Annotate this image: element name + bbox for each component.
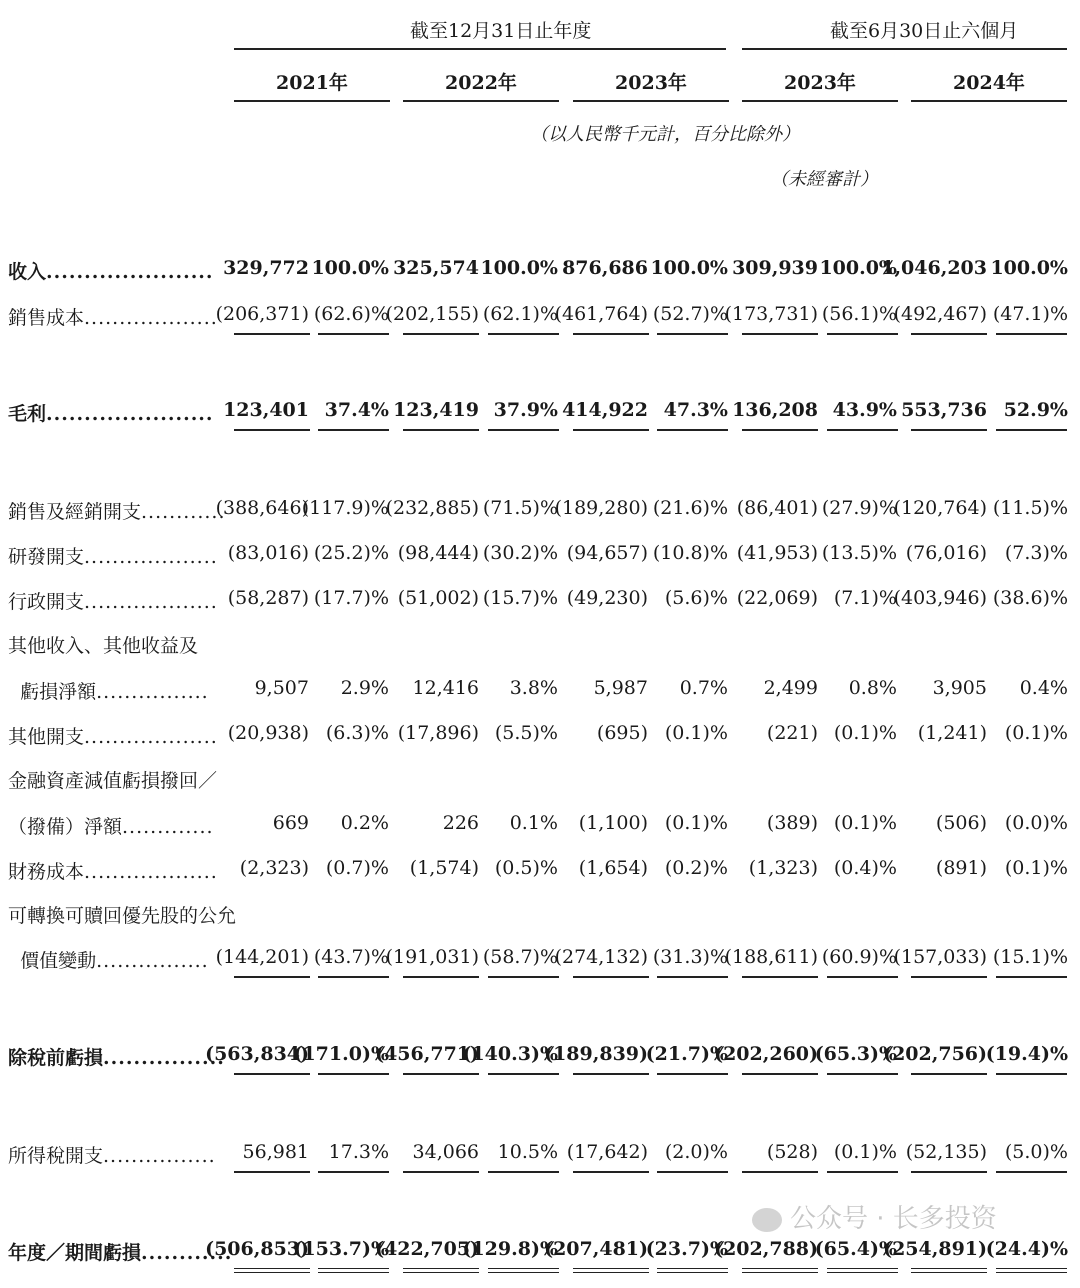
unaudited-note: （未經審計） [770, 169, 878, 190]
underline [403, 333, 479, 335]
amount-cell: (83,016) [227, 542, 309, 564]
double-underline [488, 1268, 559, 1273]
percent-cell: 0.2% [340, 812, 389, 834]
percent-cell: (23.7)% [645, 1238, 728, 1260]
amount-cell: 9,507 [254, 677, 309, 699]
percent-cell: 0.8% [848, 677, 897, 699]
amount-cell: (94,657) [566, 542, 648, 564]
underline [488, 1171, 559, 1173]
percent-cell: (7.1)% [833, 587, 897, 609]
row-label [8, 901, 236, 928]
percent-cell: 0.7% [679, 677, 728, 699]
amount-cell: 12,416 [412, 677, 479, 699]
row-label-text: 金融資產減值虧損撥回／ [8, 770, 218, 792]
underline [996, 976, 1067, 978]
year-header-rule [742, 100, 898, 102]
percent-cell: (0.1)% [664, 812, 728, 834]
year-header: 2023年 [615, 72, 687, 94]
underline [742, 333, 818, 335]
amount-cell: (52,135) [905, 1141, 987, 1163]
double-underline [403, 1268, 479, 1273]
amount-cell: (2,323) [239, 857, 309, 879]
amount-cell: (1,574) [409, 857, 479, 879]
row-label [8, 766, 217, 793]
amount-cell: (191,031) [385, 946, 479, 968]
amount-cell: (202,788) [714, 1238, 818, 1260]
underline [403, 1073, 479, 1075]
underline [742, 1171, 818, 1173]
percent-cell: (117.9)% [301, 497, 389, 519]
underline [573, 976, 649, 978]
percent-cell: 100.0% [311, 257, 389, 279]
row-label [8, 1238, 232, 1265]
amount-cell: 5,987 [593, 677, 648, 699]
row-label [8, 677, 209, 704]
percent-cell: 100.0% [990, 257, 1068, 279]
percent-cell: (10.8)% [652, 542, 728, 564]
underline [827, 429, 898, 431]
leader-dots: ...................... [46, 403, 214, 425]
year-header-rule [403, 100, 559, 102]
percent-cell: (6.3)% [325, 722, 389, 744]
percent-cell: (5.6)% [664, 587, 728, 609]
amount-cell: 2,499 [763, 677, 818, 699]
leader-dots: ................... [84, 591, 218, 613]
underline [403, 1171, 479, 1173]
underline [318, 1073, 389, 1075]
amount-cell: 123,419 [393, 399, 479, 421]
row-label-text: 價值變動 [8, 950, 97, 972]
double-underline [911, 1268, 987, 1273]
row-label-text: 行政開支 [8, 591, 85, 613]
percent-cell: (43.7)% [313, 946, 389, 968]
year-header: 2022年 [445, 72, 517, 94]
underline [234, 1073, 310, 1075]
row-label-text: 研發開支 [8, 546, 85, 568]
amount-cell: (202,260) [714, 1043, 818, 1065]
percent-cell: 100.0% [480, 257, 558, 279]
percent-cell: (0.1)% [1004, 857, 1068, 879]
row-label-text: 銷售成本 [8, 307, 85, 329]
amount-cell: (157,033) [893, 946, 987, 968]
double-underline [234, 1268, 310, 1273]
row-label [8, 257, 214, 284]
row-label-text: 所得稅開支 [8, 1145, 104, 1167]
amount-cell: (188,611) [724, 946, 818, 968]
row-label-text: 銷售及經銷開支 [8, 501, 142, 523]
percent-cell: (0.1)% [833, 812, 897, 834]
percent-cell: 0.1% [509, 812, 558, 834]
amount-cell: 1,046,203 [881, 257, 987, 279]
amount-cell: (202,155) [385, 303, 479, 325]
amount-cell: (1,654) [578, 857, 648, 879]
percent-cell: (171.0)% [293, 1043, 389, 1065]
row-label-text: 其他收入、其他收益及 [8, 635, 199, 657]
underline [827, 333, 898, 335]
underline [742, 976, 818, 978]
underline [318, 976, 389, 978]
double-underline [827, 1268, 898, 1273]
amount-cell: (120,764) [893, 497, 987, 519]
percent-cell: 43.9% [832, 399, 897, 421]
percent-cell: (0.1)% [664, 722, 728, 744]
percent-cell: (30.2)% [482, 542, 558, 564]
year-header: 2023年 [784, 72, 856, 94]
underline [996, 1171, 1067, 1173]
amount-cell: (461,764) [554, 303, 648, 325]
underline [573, 333, 649, 335]
double-underline [742, 1268, 818, 1273]
percent-cell: (2.0)% [664, 1141, 728, 1163]
row-label [8, 1141, 216, 1168]
percent-cell: 17.3% [328, 1141, 389, 1163]
leader-dots: ............ [141, 1242, 233, 1264]
double-underline [573, 1268, 649, 1273]
row-label-text: 除稅前虧損 [8, 1047, 104, 1069]
amount-cell: 56,981 [242, 1141, 309, 1163]
underline [318, 333, 389, 335]
year-header-rule [911, 100, 1067, 102]
wechat-icon [752, 1208, 782, 1232]
percent-cell: (71.5)% [482, 497, 558, 519]
percent-cell: (0.5)% [494, 857, 558, 879]
watermark [752, 1198, 997, 1235]
underline [573, 1073, 649, 1075]
amount-cell: (98,444) [397, 542, 479, 564]
percent-cell: 2.9% [340, 677, 389, 699]
percent-cell: (58.7)% [482, 946, 558, 968]
percent-cell: 47.3% [663, 399, 728, 421]
underline [234, 976, 310, 978]
amount-cell: (189,280) [554, 497, 648, 519]
amount-cell: (20,938) [227, 722, 309, 744]
leader-dots: ................ [103, 1047, 225, 1069]
underline [488, 429, 559, 431]
leader-dots: ...................... [46, 261, 214, 283]
underline [488, 333, 559, 335]
percent-cell: (38.6)% [992, 587, 1068, 609]
amount-cell: (274,132) [554, 946, 648, 968]
amount-cell: (202,756) [883, 1043, 987, 1065]
amount-cell: (144,201) [215, 946, 309, 968]
row-label-text: 毛利 [8, 403, 47, 425]
year-header-rule [573, 100, 729, 102]
amount-cell: (403,946) [893, 587, 987, 609]
underline [403, 429, 479, 431]
underline [911, 1171, 987, 1173]
underline [742, 429, 818, 431]
amount-cell: (41,953) [736, 542, 818, 564]
amount-cell: (1,323) [748, 857, 818, 879]
underline [234, 1171, 310, 1173]
amount-cell: (221) [766, 722, 818, 744]
percent-cell: 37.9% [493, 399, 558, 421]
percent-cell: 37.4% [324, 399, 389, 421]
leader-dots: ................ [96, 681, 209, 703]
underline [657, 976, 728, 978]
percent-cell: 52.9% [1003, 399, 1068, 421]
row-label [8, 542, 218, 569]
row-label-text: 收入 [8, 261, 47, 283]
percent-cell: (0.1)% [833, 1141, 897, 1163]
leader-dots: ............. [122, 816, 214, 838]
percent-cell: (5.0)% [1004, 1141, 1068, 1163]
year-header-rule [234, 100, 390, 102]
percent-cell: (62.1)% [482, 303, 558, 325]
amount-cell: (891) [935, 857, 987, 879]
row-label-text: 虧損淨額 [8, 681, 97, 703]
percent-cell: (0.1)% [833, 722, 897, 744]
double-underline [996, 1268, 1067, 1273]
underline [657, 333, 728, 335]
underline [318, 429, 389, 431]
underline [911, 333, 987, 335]
underline [827, 976, 898, 978]
amount-cell: (506,853) [205, 1238, 309, 1260]
amount-cell: 325,574 [393, 257, 479, 279]
underline [488, 1073, 559, 1075]
row-label-text: （撥備）淨額 [8, 816, 123, 838]
double-underline [657, 1268, 728, 1273]
row-label-text: 財務成本 [8, 861, 85, 883]
percent-cell: (7.3)% [1004, 542, 1068, 564]
underline [742, 1073, 818, 1075]
amount-cell: (389) [766, 812, 818, 834]
amount-cell: (76,016) [905, 542, 987, 564]
amount-cell: 226 [442, 812, 479, 834]
amount-cell: (206,371) [215, 303, 309, 325]
row-label [8, 631, 198, 658]
amount-cell: (207,481) [544, 1238, 648, 1260]
underline [234, 429, 310, 431]
amount-cell: (563,834) [205, 1043, 309, 1065]
underline [318, 1171, 389, 1173]
amount-cell: (1,100) [578, 812, 648, 834]
six-month-header-rule [742, 48, 1067, 50]
percent-cell: (62.6)% [313, 303, 389, 325]
percent-cell: (11.5)% [992, 497, 1068, 519]
amount-cell: (189,839) [544, 1043, 648, 1065]
percent-cell: (0.7)% [325, 857, 389, 879]
percent-cell: (13.5)% [821, 542, 897, 564]
leader-dots: ............ [141, 501, 226, 523]
amount-cell: 329,772 [223, 257, 309, 279]
leader-dots: ................... [84, 546, 218, 568]
leader-dots: ................ [96, 950, 209, 972]
percent-cell: 3.8% [509, 677, 558, 699]
amount-cell: (22,069) [736, 587, 818, 609]
amount-cell: 553,736 [901, 399, 987, 421]
double-underline [318, 1268, 389, 1273]
underline [996, 333, 1067, 335]
amount-cell: (388,646) [215, 497, 309, 519]
amount-cell: 136,208 [732, 399, 818, 421]
percent-cell: (56.1)% [821, 303, 897, 325]
percent-cell: (65.4)% [814, 1238, 897, 1260]
percent-cell: 0.4% [1019, 677, 1068, 699]
amount-cell: (173,731) [724, 303, 818, 325]
row-label [8, 399, 214, 426]
percent-cell: (15.1)% [992, 946, 1068, 968]
underline [827, 1171, 898, 1173]
year-header: 2021年 [276, 72, 348, 94]
percent-cell: (140.3)% [462, 1043, 558, 1065]
percent-cell: (21.7)% [645, 1043, 728, 1065]
six-month-header: 截至6月30日止六個月 [830, 20, 1019, 42]
watermark-text: 公众号 · 长多投资 [790, 1204, 997, 1234]
percent-cell: (60.9)% [821, 946, 897, 968]
percent-cell: (47.1)% [992, 303, 1068, 325]
percent-cell: (65.3)% [814, 1043, 897, 1065]
percent-cell: 10.5% [497, 1141, 558, 1163]
leader-dots: ................... [84, 307, 218, 329]
amount-cell: (58,287) [227, 587, 309, 609]
percent-cell: (0.1)% [1004, 722, 1068, 744]
row-label [8, 497, 226, 524]
year-end-header: 截至12月31日止年度 [410, 20, 592, 42]
year-header: 2024年 [953, 72, 1025, 94]
row-label [8, 857, 218, 884]
amount-cell: (456,771) [375, 1043, 479, 1065]
amount-cell: 309,939 [732, 257, 818, 279]
amount-cell: (492,467) [893, 303, 987, 325]
percent-cell: (27.9)% [821, 497, 897, 519]
percent-cell: (153.7)% [293, 1238, 389, 1260]
underline [657, 1171, 728, 1173]
percent-cell: (17.7)% [313, 587, 389, 609]
underline [403, 976, 479, 978]
percent-cell: (15.7)% [482, 587, 558, 609]
row-label-text: 可轉換可贖回優先股的公允 [8, 905, 237, 927]
percent-cell: (0.0)% [1004, 812, 1068, 834]
amount-cell: (51,002) [397, 587, 479, 609]
amount-cell: (232,885) [385, 497, 479, 519]
amount-cell: 123,401 [223, 399, 309, 421]
percent-cell: (19.4)% [985, 1043, 1068, 1065]
amount-cell: (506) [935, 812, 987, 834]
percent-cell: 100.0% [650, 257, 728, 279]
percent-cell: (5.5)% [494, 722, 558, 744]
row-label [8, 946, 209, 973]
underline [573, 429, 649, 431]
percent-cell: (21.6)% [652, 497, 728, 519]
underline [234, 333, 310, 335]
row-label [8, 812, 214, 839]
leader-dots: ................... [84, 861, 218, 883]
amount-cell: 669 [272, 812, 309, 834]
amount-cell: 876,686 [562, 257, 648, 279]
row-label-text: 其他開支 [8, 726, 85, 748]
amount-cell: (86,401) [736, 497, 818, 519]
row-label [8, 587, 218, 614]
underline [657, 429, 728, 431]
percent-cell: (24.4)% [985, 1238, 1068, 1260]
amount-cell: 414,922 [562, 399, 648, 421]
percent-cell: (31.3)% [652, 946, 728, 968]
leader-dots: ................... [84, 726, 218, 748]
amount-cell: (1,241) [917, 722, 987, 744]
amount-cell: 34,066 [412, 1141, 479, 1163]
amount-cell: 3,905 [932, 677, 987, 699]
row-label [8, 303, 218, 330]
underline [911, 976, 987, 978]
amount-cell: (17,896) [397, 722, 479, 744]
percent-cell: (0.2)% [664, 857, 728, 879]
underline [996, 1073, 1067, 1075]
year-end-header-rule [234, 48, 726, 50]
percent-cell: (129.8)% [462, 1238, 558, 1260]
amount-cell: (528) [766, 1141, 818, 1163]
row-label-text: 年度／期間虧損 [8, 1242, 142, 1264]
underline [573, 1171, 649, 1173]
underline [488, 976, 559, 978]
percent-cell: (52.7)% [652, 303, 728, 325]
underline [911, 429, 987, 431]
percent-cell: 100.0% [819, 257, 897, 279]
leader-dots: ................ [103, 1145, 216, 1167]
units-note: （以人民幣千元計，百分比除外） [530, 124, 800, 145]
amount-cell: (254,891) [883, 1238, 987, 1260]
amount-cell: (49,230) [566, 587, 648, 609]
amount-cell: (422,705) [375, 1238, 479, 1260]
row-label [8, 722, 218, 749]
underline [827, 1073, 898, 1075]
underline [996, 429, 1067, 431]
percent-cell: (0.4)% [833, 857, 897, 879]
amount-cell: (17,642) [566, 1141, 648, 1163]
underline [911, 1073, 987, 1075]
amount-cell: (695) [596, 722, 648, 744]
underline [657, 1073, 728, 1075]
percent-cell: (25.2)% [313, 542, 389, 564]
row-label [8, 1043, 225, 1070]
